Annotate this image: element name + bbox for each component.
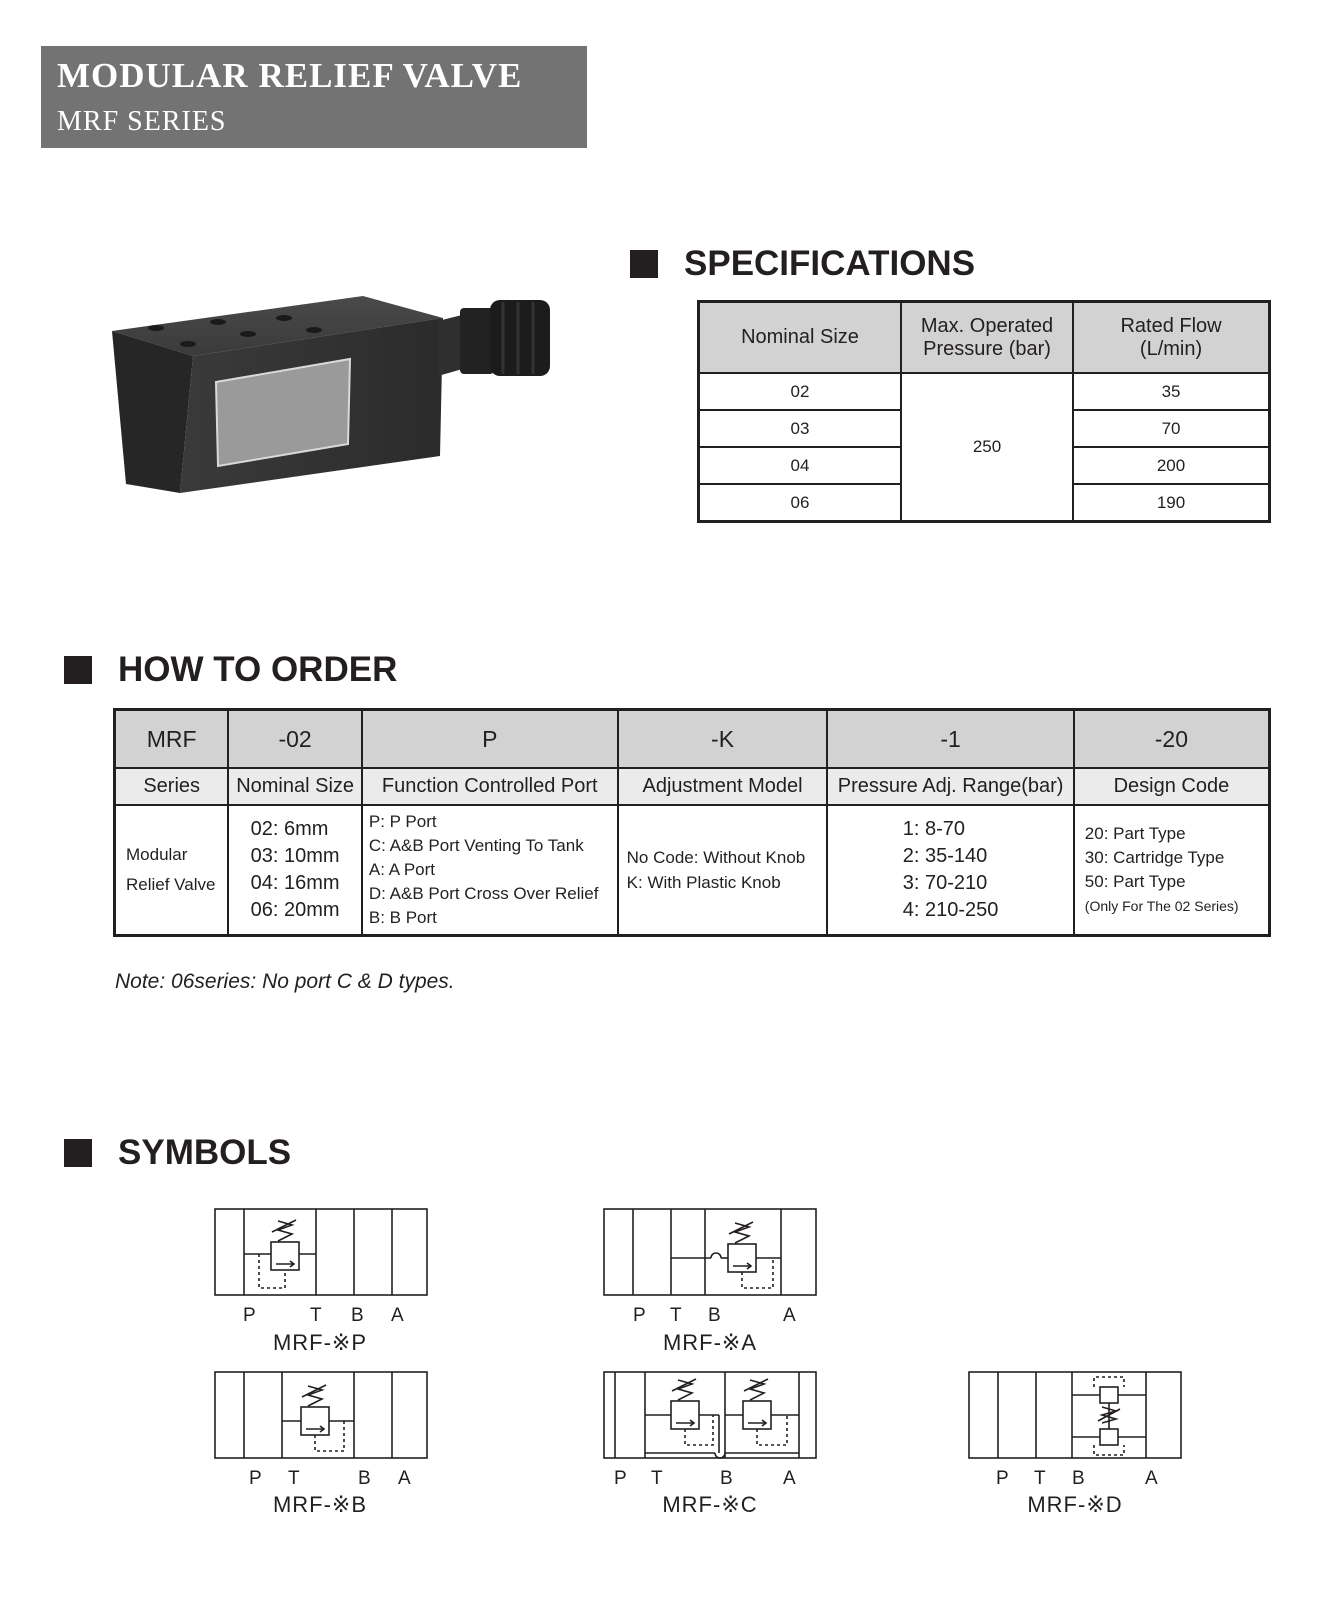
spec-header-flow: Rated Flow (L/min) [1073,302,1269,374]
specifications-heading: SPECIFICATIONS [630,244,975,284]
spec-flow: 200 [1073,447,1269,484]
symbol-name-c: MRF-※C [662,1492,758,1517]
code-series: MRF [115,710,229,769]
symbol-name-p: MRF-※P [272,1330,368,1355]
symbol-name-a: MRF-※A [662,1330,758,1355]
spec-header-size: Nominal Size [699,302,901,374]
spec-flow: 70 [1073,410,1269,447]
page-title: MODULAR RELIEF VALVE [57,56,523,95]
valve-product-image [108,296,568,496]
symbols-heading: SYMBOLS [64,1133,291,1173]
pressure-options: 1: 8-70 2: 35-140 3: 70-210 4: 210-250 [827,805,1073,936]
how-to-order-table [113,708,1271,937]
symbol-diagram-c [603,1371,819,1463]
label-function: Function Controlled Port [362,768,618,805]
heading-square-icon [64,656,92,684]
design-options: 20: Part Type 30: Cartridge Type 50: Part Type (Only For The 02 Series) [1074,805,1270,936]
symbol-diagram-d [968,1371,1184,1463]
spec-size: 04 [699,447,901,484]
code-adjustment: -K [618,710,828,769]
code-function: P [362,710,618,769]
symbol-diagram-b [214,1371,430,1463]
spec-size: 02 [699,373,901,410]
adjustment-options: No Code: Without Knob K: With Plastic Knob [618,805,828,936]
code-pressure: -1 [827,710,1073,769]
series-options: Modular Relief Valve [115,805,229,936]
order-note: Note: 06series: No port C & D types. [115,970,455,993]
how-to-order-heading: HOW TO ORDER [64,650,397,690]
function-options: P: P Port C: A&B Port Venting To Tank A: A Port D: A&B Port Cross Over Relief B: B Port [362,805,618,936]
size-options: 02: 6mm 03: 10mm 04: 16mm 06: 20mm [228,805,362,936]
label-pressure: Pressure Adj. Range(bar) [827,768,1073,805]
symbol-name-d: MRF-※D [1027,1492,1123,1517]
symbol-name-b: MRF-※B [272,1492,368,1517]
code-design: -20 [1074,710,1270,769]
specifications-table [697,300,1271,523]
page-subtitle: MRF SERIES [57,106,227,137]
label-design: Design Code [1074,768,1270,805]
label-series: Series [115,768,229,805]
heading-square-icon [64,1139,92,1167]
title-banner [41,46,587,148]
code-size: -02 [228,710,362,769]
label-adjustment: Adjustment Model [618,768,828,805]
spec-flow: 190 [1073,484,1269,522]
label-size: Nominal Size [228,768,362,805]
symbol-diagram-a [603,1208,819,1300]
spec-header-pressure: Max. Operated Pressure (bar) [901,302,1073,374]
heading-square-icon [630,250,658,278]
spec-flow: 35 [1073,373,1269,410]
symbol-diagram-p [214,1208,430,1300]
spec-size: 03 [699,410,901,447]
spec-size: 06 [699,484,901,522]
spec-pressure: 250 [901,373,1073,522]
